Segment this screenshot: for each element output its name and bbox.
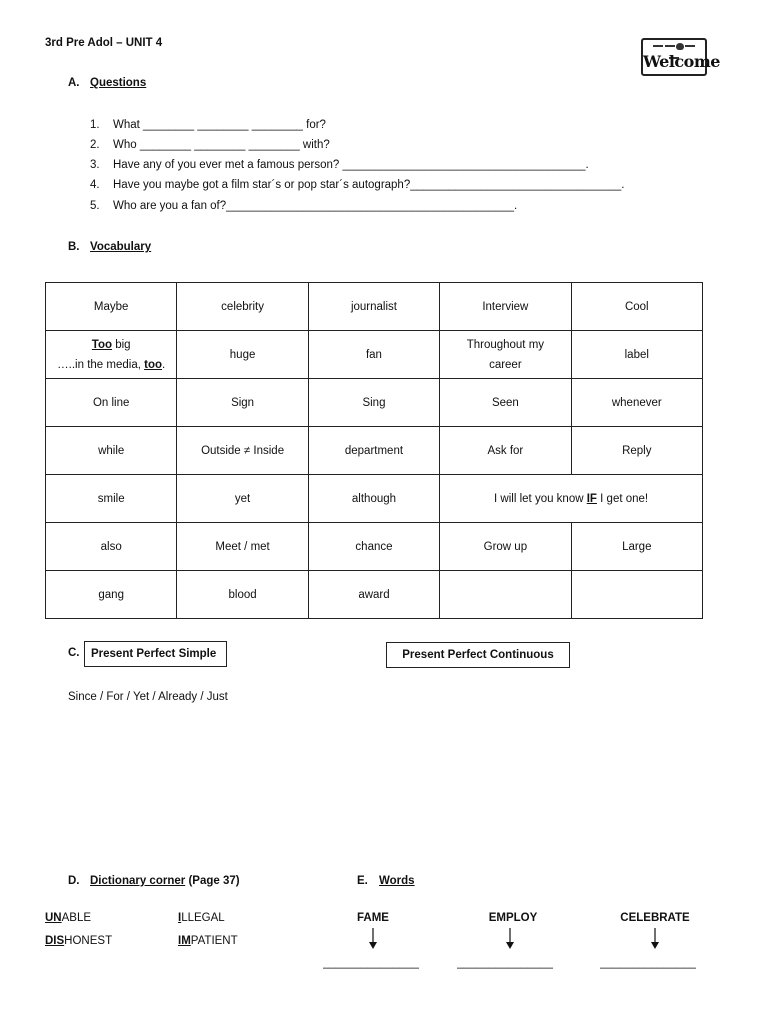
table-cell: Grow up [440, 523, 571, 571]
question-number: 4. [90, 179, 100, 191]
table-cell-empty [571, 571, 702, 619]
word-rest: LLEGAL [181, 912, 225, 924]
table-cell-empty [440, 571, 571, 619]
word-employ: EMPLOY [488, 912, 538, 924]
document-title: 3rd Pre Adol – UNIT 4 [45, 37, 163, 49]
arrow-down-icon [649, 928, 661, 950]
table-row [46, 523, 703, 571]
table-cell: although [308, 475, 439, 523]
table-cell: department [308, 427, 439, 475]
table-cell: Large [571, 523, 702, 571]
welcome-logo [641, 38, 720, 76]
section-letter: A. [68, 77, 80, 89]
question-number: 3. [90, 159, 100, 171]
cell-text: I will let you know [494, 492, 587, 505]
section-letter: E. [357, 875, 368, 887]
time-expressions: Since / For / Yet / Already / Just [68, 691, 228, 703]
table-cell: celebrity [177, 283, 308, 331]
question-text: Who ________ ________ ________ with? [113, 139, 330, 151]
table-cell [46, 331, 177, 379]
section-title: Vocabulary [90, 241, 152, 253]
section-a-heading [68, 77, 146, 89]
table-row [46, 283, 703, 331]
question-text: What ________ ________ ________ for? [113, 119, 326, 131]
word-fame: FAME [357, 912, 389, 924]
question-item [90, 139, 330, 151]
section-title: Words [379, 875, 415, 887]
table-row [46, 475, 703, 523]
table-cell: blood [177, 571, 308, 619]
table-cell: Maybe [46, 283, 177, 331]
question-text: Who are you a fan of?_____________________________________________. [113, 200, 518, 212]
question-item [90, 159, 589, 171]
cell-line [50, 335, 172, 355]
answer-blank[interactable]: _______________ [323, 957, 419, 969]
table-cell: Meet / met [177, 523, 308, 571]
table-cell: gang [46, 571, 177, 619]
cell-text: . [162, 358, 166, 371]
cell-text: big [112, 338, 131, 351]
word-prefix: I [178, 912, 182, 924]
cell-line: career [489, 358, 522, 371]
word-prefix: DIS [45, 935, 65, 947]
table-cell: smile [46, 475, 177, 523]
logo-word: Welcome [643, 52, 720, 71]
logo-crest-icon [647, 43, 701, 49]
table-cell: whenever [571, 379, 702, 427]
emphasis-word: Too [91, 338, 113, 351]
prefix-word [45, 912, 91, 924]
answer-blank[interactable]: _______________ [457, 957, 553, 969]
prefix-word [178, 935, 238, 947]
section-title: Questions [90, 77, 147, 89]
table-row [46, 379, 703, 427]
table-cell: Sign [177, 379, 308, 427]
table-cell: Seen [440, 379, 571, 427]
section-letter: C. [68, 647, 80, 659]
arrow-down-icon [367, 928, 379, 950]
table-cell: label [571, 331, 702, 379]
table-cell-merged [440, 475, 703, 523]
table-row [46, 571, 703, 619]
table-cell: Cool [571, 283, 702, 331]
prefix-word [45, 935, 112, 947]
table-cell: Sing [308, 379, 439, 427]
section-b-heading [68, 241, 151, 253]
table-cell: Reply [571, 427, 702, 475]
word-rest: ABLE [61, 912, 92, 924]
table-row [46, 331, 703, 379]
table-cell: On line [46, 379, 177, 427]
question-text: Have any of you ever met a famous person? ______________________________________. [113, 159, 589, 171]
cell-line [50, 355, 172, 375]
emphasis-word: too [144, 358, 162, 371]
section-letter: B. [68, 241, 80, 253]
vocabulary-table [45, 282, 703, 619]
table-cell: also [46, 523, 177, 571]
table-cell: Interview [440, 283, 571, 331]
table-cell: yet [177, 475, 308, 523]
table-cell: award [308, 571, 439, 619]
table-cell: fan [308, 331, 439, 379]
word-rest: HONEST [64, 935, 113, 947]
question-text: Have you maybe got a film star´s or pop star´s autograph?_________________________________. [113, 179, 625, 191]
answer-blank[interactable]: _______________ [600, 957, 696, 969]
cell-text: I get one! [596, 492, 649, 505]
page-reference: (Page 37) [188, 875, 240, 887]
table-cell [440, 331, 571, 379]
emphasis-word: IF [586, 492, 597, 505]
section-letter: D. [68, 875, 80, 887]
prefix-word [178, 912, 225, 924]
question-item [90, 179, 624, 191]
table-cell: chance [308, 523, 439, 571]
question-number: 2. [90, 139, 100, 151]
section-d-heading [68, 875, 240, 887]
section-title: Dictionary corner [90, 875, 186, 887]
table-cell: while [46, 427, 177, 475]
question-number: 1. [90, 119, 100, 131]
present-perfect-simple-box: Present Perfect Simple [84, 641, 227, 667]
word-prefix: IM [178, 935, 191, 947]
cell-text: …..in the media, [57, 358, 145, 371]
word-prefix: UN [45, 912, 62, 924]
table-cell: Outside ≠ Inside [177, 427, 308, 475]
question-number: 5. [90, 200, 100, 212]
present-perfect-continuous-box: Present Perfect Continuous [386, 642, 570, 668]
cell-line: Throughout my [466, 338, 545, 351]
table-cell: journalist [308, 283, 439, 331]
table-cell: Ask for [440, 427, 571, 475]
word-rest: PATIENT [190, 935, 238, 947]
section-e-heading [357, 875, 415, 887]
table-cell: huge [177, 331, 308, 379]
question-item [90, 200, 517, 212]
word-celebrate: CELEBRATE [620, 912, 690, 924]
arrow-down-icon [504, 928, 516, 950]
question-item [90, 119, 326, 131]
table-row [46, 427, 703, 475]
